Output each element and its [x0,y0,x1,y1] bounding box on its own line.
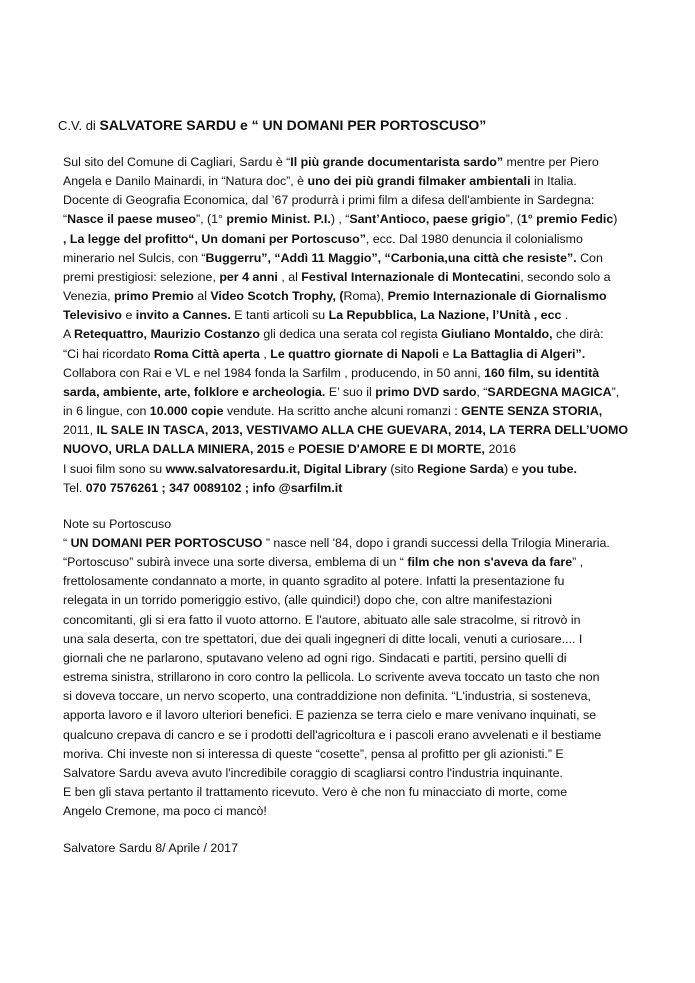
cv-text-line [63,421,658,440]
note-text-line [63,630,658,649]
text-run: Sul sito del Comune di Cagliari, Sardu è “ [63,155,291,169]
text-run: Roma), [343,289,388,304]
text-run: 2016 [485,442,517,457]
note-text-line [63,802,658,821]
text-run: “Ci hai ricordato [63,346,154,361]
text-run: ) [613,212,618,227]
text-run: “Portoscuso” subirà invece una sorte diversa, emblema di un “ [63,555,408,570]
cv-text-line [63,479,658,498]
text-run: e [284,442,299,457]
bold-text-run: NUOVO, URLA DALLA MINIERA, 2015 [63,442,285,457]
cv-text-line [63,172,658,191]
text-run: al [193,289,211,304]
cv-text-line [63,306,658,325]
text-run: i, secondo solo a [517,269,611,284]
text-run: apporta lavoro e il lavoro ulteriori benefici. E pazienza se terra cielo e mare venivano inquinati, se [63,708,597,723]
signature-line: Salvatore Sardu 8/ Aprile / 2017 [63,841,238,855]
text-run: “ [63,536,71,550]
text-run: , [259,346,271,361]
note-text-line [63,553,658,572]
bold-text-run: Video Scotch Trophy, ( [210,289,344,304]
text-run: (sito [386,461,418,476]
text-run: , al [277,269,302,284]
bold-text-run: La Battaglia di Algeri”. [452,346,586,361]
document-title [58,116,486,135]
text-run: ”, [611,384,620,399]
bold-text-run: film che non s'aveva da fare [407,555,573,570]
cv-text-line [63,191,658,210]
bold-text-run: 070 7576261 ; 347 0089102 ; info @sarfilm.it [85,480,343,495]
text-run: moriva. Chi investe non si interessa di queste “cosette”, pensa al profitto per gli azionisti.” E [63,746,564,761]
cv-text-line [63,345,658,364]
text-run: I suoi film sono su [63,461,166,476]
text-run: premi prestigiosi: selezione, [63,269,220,284]
text-run: Angelo Cremone, ma poco ci mancò! [63,804,267,819]
text-run: Collabora con Rai e VL e nel 1984 fonda la Sarfilm , producendo, in 50 anni, [63,365,485,380]
text-run: Tel. [63,480,86,495]
bold-text-run: primo DVD sardo [375,384,477,399]
cv-paragraph [63,153,658,498]
bold-text-run: Il più grande documentarista sardo” [290,155,504,169]
text-run: gli dedica una serata col regista [259,327,442,342]
bold-text-run: Sant’Antioco, paese grigio [349,212,506,227]
bold-text-run: uno dei più grandi filmaker ambientali [307,174,531,189]
bold-text-run: Regione Sarda [417,461,504,476]
text-run: Angela e Danilo Mainardi, in “Natura doc”, è [63,174,308,189]
note-text-line [63,745,658,764]
note-text-line [63,572,658,591]
text-run: ” nasce nell '84, dopo i grandi successi della Trilogia Mineraria. [262,536,610,550]
bold-text-run: sarda, ambiente, arte, folklore e archeologia. [63,384,326,399]
cv-text-line [63,287,658,306]
text-run: mentre per Piero [503,155,599,169]
note-text-line [63,649,658,668]
text-run: relegata in un torrido pomeriggio estivo, (alle quindici!) dopo che, con altre manifestazioni [63,593,553,608]
note-text-line [63,611,658,630]
text-run: . [561,308,569,323]
text-run: , “ [476,384,488,399]
text-run: qualcuno crepava di cancro e se i prodotti dell'agricoltura e i pascoli erano avvelenati e il bestiame [63,727,602,742]
bold-text-run: Nasce il paese museo [67,212,196,227]
text-run: E’ suo il [325,384,376,399]
text-run: E ben gli stava pertanto il trattamento ricevuto. Vero è che non fu minacciato di morte, come [63,785,568,800]
text-run: minerario nel Sulcis, con “ [63,250,206,265]
bold-text-run: SARDEGNA MAGICA [487,384,612,399]
text-run: in Italia. [530,174,577,189]
note-heading: Note su Portoscuso [63,517,172,531]
cv-text-line [63,325,658,344]
cv-text-line [63,210,658,229]
text-run: in 6 lingue, con [63,404,150,419]
text-run: vendute. Ha scritto anche alcuni romanzi : [223,404,462,419]
text-run: ”, ( [505,212,521,227]
bold-text-run: UN DOMANI PER PORTOSCUSO [70,536,263,550]
bold-text-run: 160 film, su identità [484,365,600,380]
bold-text-run: 1° premio Fedic [520,212,614,227]
text-run: estrema sinistra, strillarono in coro contro la pellicola. Lo scrivente aveva toccato un tasto che non [63,670,600,685]
bold-text-run: Televisivo [63,308,123,323]
note-text-line [63,534,658,553]
text-run: ” , [572,555,584,570]
note-text-line [63,726,658,745]
note-text-line [63,591,658,610]
cv-text-line [63,402,658,421]
note-text-line [63,783,658,802]
text-run: 2011, [63,423,97,438]
bold-text-run: Giuliano Montaldo, [441,327,553,342]
text-run: “ [63,212,68,227]
bold-text-run: IL SALE IN TASCA, 2013, VESTIVAMO ALLA CHE GUEVARA, 2014, LA TERRA DELL’UOMO [96,423,629,438]
bold-text-run: premio Minist. P.I. [226,212,331,227]
text-run: si doveva toccare, un nervo scoperto, una contraddizione non definita. “L'industria, si sosteneva, [63,689,591,704]
bold-text-run: Buggerru”, “Addì 11 Maggio”, “Carbonia,una città che resiste”. [205,250,577,265]
bold-text-run: 10.000 copie [149,404,224,419]
bold-text-run: La Repubblica, La Nazione, l’Unità , ecc [328,308,562,323]
text-run: A [63,327,75,342]
text-run: giornali che ne parlarono, sputavano veleno ad ogni rigo. Sindacati e partiti, persino quelli di [63,650,567,665]
bold-text-run: Le quattro giornate di Napoli [270,346,439,361]
cv-text-line [63,460,658,479]
note-paragraph [63,534,658,821]
bold-text-run: per 4 anni [219,269,278,284]
note-text-line [63,706,658,725]
note-text-line [63,668,658,687]
bold-text-run: you tube. [521,461,577,476]
title-prefix: C.V. di [58,118,96,133]
bold-text-run: Premio Internazionale di Giornalismo [387,289,607,304]
bold-text-run: www.salvatoresardu.it, Digital Library [165,461,387,476]
bold-text-run: POESIE D'AMORE E DI MORTE, [298,442,485,457]
text-run: Con [576,250,603,265]
text-run: e [122,308,136,323]
cv-text-line [63,383,658,402]
cv-text-line [63,440,658,459]
text-run: una sala deserta, con tre spettatori, due dei quali ingegneri di ditte locali, venuti a curiosare.... I [63,631,583,646]
text-run: , ecc. Dal 1980 denuncia il colonialismo [365,231,583,246]
cv-text-line [63,153,658,172]
bold-text-run: primo Premio [113,289,194,304]
text-run: E tanti articoli su [230,308,329,323]
bold-text-run: invito a Cannes. [135,308,231,323]
text-run: concomitanti, gli si era fatto il vuoto attorno. E l'autore, abituato alle sale stracolme, si ritrovò in [63,612,581,627]
cv-text-line [63,364,658,383]
bold-text-run: Retequattro, Maurizio Costanzo [74,327,260,342]
text-run: che dirà: [552,327,604,342]
text-run: Docente di Geografia Economica, dal ’67 produrrà i primi film a difesa dell'ambiente in Sardegna: [63,193,595,208]
cv-text-line [63,268,658,287]
cv-text-line [63,249,658,268]
text-run: Venezia, [63,289,114,304]
cv-text-line [63,230,658,249]
bold-text-run: , La legge del profitto“, Un domani per Portoscuso” [63,231,366,246]
title-name: SALVATORE SARDU e “ UN DOMANI PER PORTOSCUSO” [99,117,487,133]
text-run: ) , “ [330,212,350,227]
text-run: e [438,346,453,361]
note-text-line [63,687,658,706]
bold-text-run: Roma Città aperta [153,346,260,361]
bold-text-run: GENTE SENZA STORIA, [461,404,603,419]
bold-text-run: Festival Internazionale di Montecatin [301,269,518,284]
text-run: Salvatore Sardu aveva avuto l'incredibile coraggio di scagliarsi contro l'industria inquinante. [63,765,563,780]
note-text-line [63,764,658,783]
text-run: frettolosamente condannato a morte, in quanto sgradito al potere. Infatti la presentazione fu [63,574,565,589]
text-run: ”, (1° [195,212,227,227]
text-run: ) e [503,461,522,476]
